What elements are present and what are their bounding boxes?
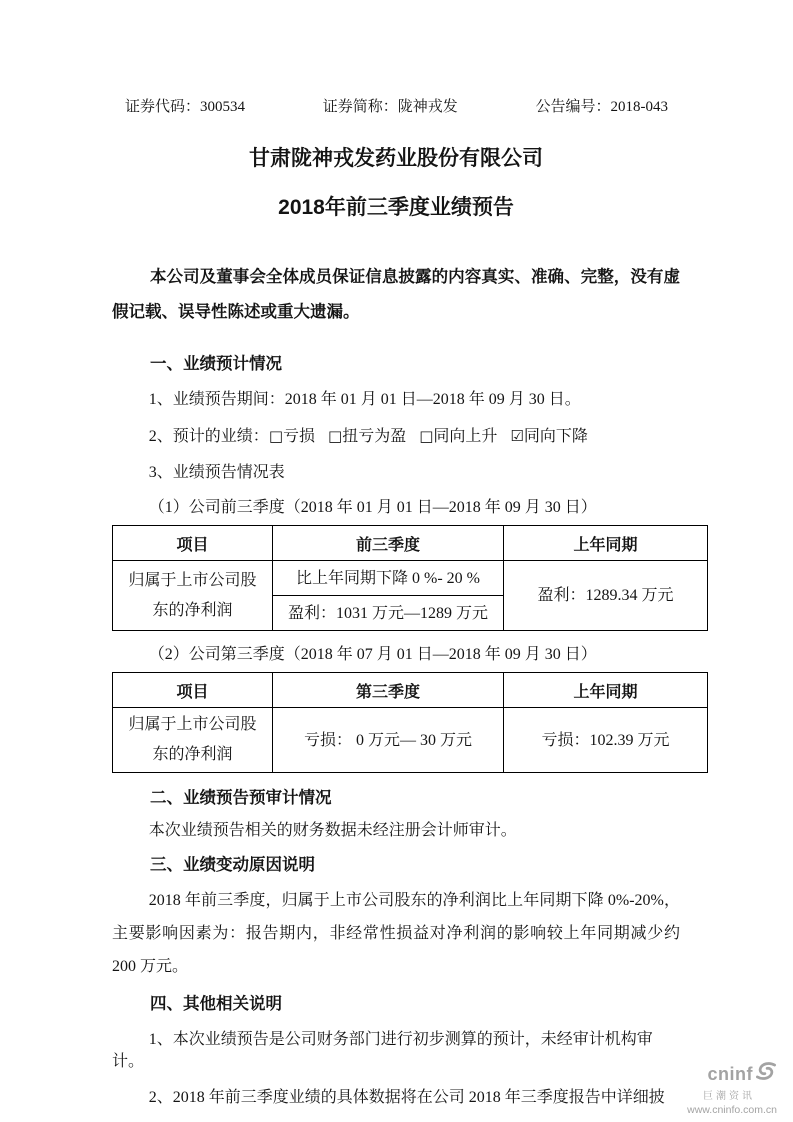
- document-page: [112, 0, 680, 1109]
- table2-item-cell: 归属于上市公司股东的净利润: [113, 708, 273, 773]
- table1-header-item: 项目: [113, 526, 273, 561]
- section3-body: 2018 年前三季度，归属于上市公司股东的净利润比上年同期下降 0%-20%，主要影响因素为：报告期内，非经常性损益对净利润的影响较上年同期减少约 200 万元。: [112, 892, 680, 975]
- table-header-row: [113, 673, 708, 708]
- cninfo-watermark: [687, 1061, 777, 1116]
- table2-prior-cell: 亏损：102.39 万元: [504, 708, 708, 773]
- option-loss-label: 亏损: [283, 428, 316, 445]
- checkbox-checked-icon: ☑: [510, 427, 524, 445]
- document-title: 2018年前三季度业绩预告: [278, 196, 514, 219]
- option-same-direction-up: [419, 428, 497, 445]
- forecast-type-line: [112, 425, 680, 448]
- stock-code: 证券代码：300534: [125, 99, 246, 115]
- section4-heading: 四、其他相关说明: [149, 995, 282, 1013]
- table-row: [113, 708, 708, 773]
- stock-name: 证券简称：陇神戎发: [322, 99, 458, 115]
- forecast-table-line: 3、业绩预告情况表: [148, 464, 285, 481]
- table1-prior-cell: 盈利：1289.34 万元: [504, 561, 708, 631]
- declaration-paragraph: 本公司及董事会全体成员保证信息披露的内容真实、准确、完整，没有虚假记载、误导性陈述或重大遗漏。: [112, 268, 680, 321]
- section1-heading: 一、业绩预计情况: [149, 355, 282, 373]
- table2-value-cell: 亏损： 0 万元— 30 万元: [273, 708, 504, 773]
- option-same-direction-down: [510, 428, 587, 445]
- announcement-number: 公告编号：2018-043: [535, 99, 668, 115]
- forecast-period-line: 1、业绩预告期间：2018 年 01 月 01 日—2018 年 09 月 30 日。: [148, 391, 581, 408]
- company-title: 甘肃陇神戎发药业股份有限公司: [249, 147, 543, 170]
- first-three-quarters-table: [112, 525, 708, 631]
- option-same-direction-up-label: 同向上升: [433, 428, 498, 445]
- option-turn-profit: [328, 428, 406, 445]
- cninfo-chinese-name: 巨潮资讯: [703, 1091, 755, 1102]
- document-header: [112, 97, 680, 117]
- table2-header-item: 项目: [113, 673, 273, 708]
- table1-header-prior: 上年同期: [504, 526, 708, 561]
- section2-body: 本次业绩预告相关的财务数据未经注册会计师审计。: [148, 822, 517, 839]
- checkbox-unchecked-icon: □: [268, 427, 283, 445]
- table2-header-current: 第三季度: [273, 673, 504, 708]
- table1-header-current: 前三季度: [273, 526, 504, 561]
- table1-value-cell: 盈利：1031 万元—1289 万元: [273, 596, 504, 631]
- option-turn-profit-label: 扭亏为盈: [342, 428, 407, 445]
- forecast-type-label: 2、预计的业绩：: [148, 428, 269, 445]
- third-quarter-table: [112, 672, 708, 773]
- cninfo-swirl-icon: [755, 1061, 777, 1086]
- option-loss: [269, 428, 315, 445]
- checkbox-unchecked-icon: □: [328, 427, 343, 445]
- section4-item1: 1、本次业绩预告是公司财务部门进行初步测算的预计，未经审计机构审计。: [112, 1031, 653, 1070]
- section4-item2: 2、2018 年前三季度业绩的具体数据将在公司 2018 年三季度报告中详细披: [148, 1089, 665, 1106]
- table-row: [113, 561, 708, 596]
- cninfo-url: www.cninfo.com.cn: [687, 1104, 777, 1116]
- table1-caption: （1）公司前三季度（2018 年 01 月 01 日—2018 年 09 月 30 日）: [148, 499, 597, 516]
- cninfo-logo-row: [687, 1061, 777, 1086]
- checkbox-unchecked-icon: □: [419, 427, 434, 445]
- section3-heading: 三、业绩变动原因说明: [149, 856, 315, 874]
- table-header-row: [113, 526, 708, 561]
- table1-change-cell: 比上年同期下降 0 %- 20 %: [273, 561, 504, 596]
- cninfo-logo-text: cninf: [707, 1063, 753, 1084]
- table2-header-prior: 上年同期: [504, 673, 708, 708]
- option-same-direction-down-label: 同向下降: [523, 428, 588, 445]
- table2-caption: （2）公司第三季度（2018 年 07 月 01 日—2018 年 09 月 30 日）: [148, 646, 597, 663]
- section2-heading: 二、业绩预告预审计情况: [149, 789, 332, 807]
- table1-item-cell: 归属于上市公司股东的净利润: [113, 561, 273, 631]
